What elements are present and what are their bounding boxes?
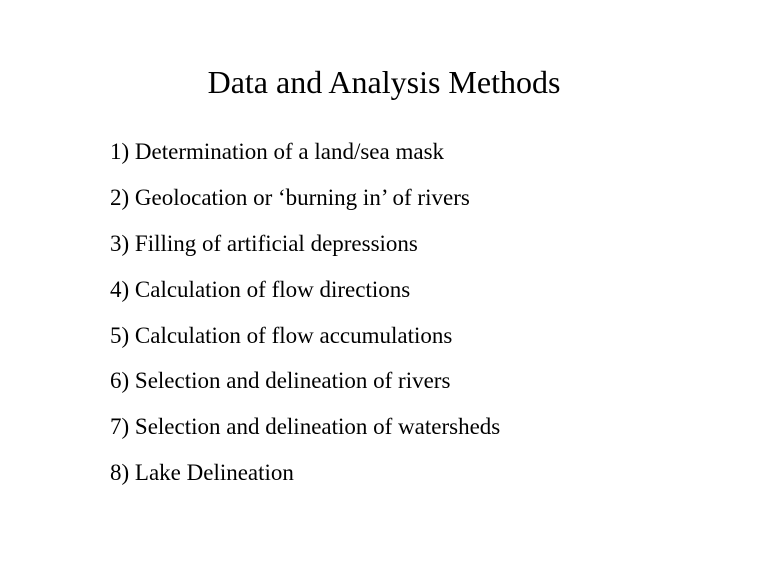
method-step-4: 4) Calculation of flow directions (110, 276, 411, 302)
method-step-2: 2) Geolocation or ‘burning in’ of rivers (110, 184, 470, 210)
method-step-1: 1) Determination of a land/sea mask (110, 139, 445, 164)
method-step-3: 3) Filling of artificial depressions (110, 230, 418, 256)
method-step-5: 5) Calculation of flow accumulations (110, 322, 453, 348)
method-steps-list (110, 137, 500, 504)
slide-title: Data and Analysis Methods (207, 64, 561, 100)
method-step-7: 7) Selection and delineation of watersheds (110, 414, 501, 440)
method-step-8: 8) Lake Delineation (110, 460, 294, 486)
method-step-6: 6) Selection and delineation of rivers (110, 368, 451, 394)
